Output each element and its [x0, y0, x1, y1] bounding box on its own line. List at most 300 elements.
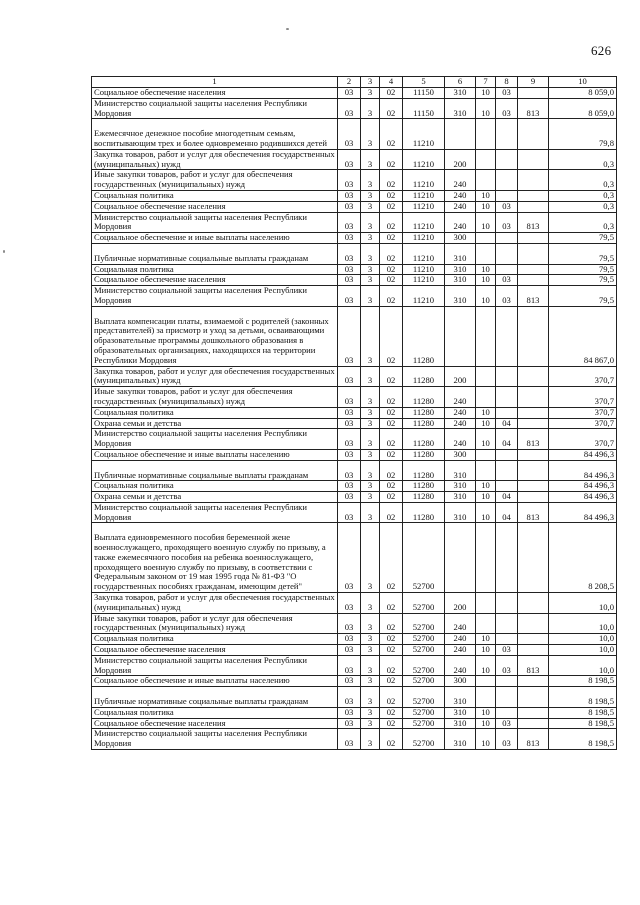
code-direction: 52700	[403, 523, 445, 593]
code-subchapter: 03	[496, 88, 518, 99]
code-ministry: 813	[518, 429, 549, 450]
code-chapter: 10	[476, 98, 496, 119]
code-ministry	[518, 593, 549, 614]
code-section: 03	[338, 429, 361, 450]
table-row	[92, 233, 617, 244]
code-ministry	[518, 718, 549, 729]
code-subprogram: 02	[380, 366, 403, 387]
code-subchapter	[496, 387, 518, 408]
row-amount: 8 198,5	[549, 718, 617, 729]
code-subprogram: 02	[380, 449, 403, 460]
column-header: 1	[92, 77, 338, 88]
row-amount: 8 059,0	[549, 88, 617, 99]
row-amount: 10,0	[549, 613, 617, 634]
code-subprogram: 02	[380, 88, 403, 99]
code-section: 03	[338, 264, 361, 275]
code-subprogram: 02	[380, 149, 403, 170]
row-amount: 79,5	[549, 264, 617, 275]
code-subprogram: 02	[380, 593, 403, 614]
code-subchapter	[496, 233, 518, 244]
code-subprogram: 02	[380, 718, 403, 729]
code-section: 03	[338, 233, 361, 244]
code-direction: 11210	[403, 170, 445, 191]
code-section: 03	[338, 387, 361, 408]
code-ministry	[518, 306, 549, 366]
table-row	[92, 243, 617, 264]
table-row	[92, 366, 617, 387]
row-name: Выплата единовременного пособия беременной жене военнослужащего, проходящего военную службу по призыву, а также ежемесячного пособия на ребенка военнослужащего, проходящего военную службу по призыву, в соответствии с Федеральным законом от 19 мая 1995 года № 81-ФЗ "О государственных пособиях гражданам, имеющим детей"	[92, 523, 338, 593]
code-subprogram: 02	[380, 429, 403, 450]
code-program: 3	[361, 655, 380, 676]
table-row	[92, 460, 617, 481]
code-program: 3	[361, 212, 380, 233]
row-name: Социальное обеспечение населения	[92, 275, 338, 286]
code-subprogram: 02	[380, 676, 403, 687]
code-expense-type: 310	[445, 275, 476, 286]
code-expense-type: 300	[445, 233, 476, 244]
code-program: 3	[361, 460, 380, 481]
code-subprogram: 02	[380, 729, 403, 750]
code-ministry: 813	[518, 729, 549, 750]
code-section: 03	[338, 243, 361, 264]
row-amount: 370,7	[549, 418, 617, 429]
code-chapter: 10	[476, 88, 496, 99]
code-subchapter	[496, 687, 518, 708]
code-program: 3	[361, 201, 380, 212]
code-direction: 52700	[403, 655, 445, 676]
code-subchapter: 03	[496, 718, 518, 729]
code-program: 3	[361, 634, 380, 645]
code-subchapter	[496, 306, 518, 366]
code-subchapter	[496, 449, 518, 460]
code-chapter: 10	[476, 275, 496, 286]
code-direction: 11280	[403, 366, 445, 387]
row-name: Охрана семьи и детства	[92, 492, 338, 503]
row-name: Социальная политика	[92, 634, 338, 645]
code-chapter: 10	[476, 655, 496, 676]
code-chapter: 10	[476, 645, 496, 656]
code-subchapter	[496, 676, 518, 687]
table-row	[92, 149, 617, 170]
code-program: 3	[361, 233, 380, 244]
code-expense-type: 200	[445, 366, 476, 387]
code-direction: 11210	[403, 201, 445, 212]
code-subprogram: 02	[380, 233, 403, 244]
code-chapter: 10	[476, 201, 496, 212]
code-subchapter: 04	[496, 429, 518, 450]
row-amount: 10,0	[549, 634, 617, 645]
code-subchapter	[496, 523, 518, 593]
code-subchapter	[496, 243, 518, 264]
row-name: Министерство социальной защиты населения Республики Мордовия	[92, 212, 338, 233]
code-direction: 52700	[403, 634, 445, 645]
code-ministry	[518, 634, 549, 645]
row-name: Социальное обеспечение и иные выплаты населению	[92, 449, 338, 460]
code-subprogram: 02	[380, 170, 403, 191]
code-subchapter	[496, 190, 518, 201]
code-ministry	[518, 88, 549, 99]
code-ministry	[518, 387, 549, 408]
scan-speck	[3, 250, 5, 253]
table-row	[92, 119, 617, 149]
code-subprogram: 02	[380, 387, 403, 408]
code-direction: 11210	[403, 212, 445, 233]
code-ministry	[518, 449, 549, 460]
code-ministry	[518, 676, 549, 687]
row-name: Социальное обеспечение населения	[92, 718, 338, 729]
code-chapter	[476, 243, 496, 264]
code-subprogram: 02	[380, 190, 403, 201]
code-section: 03	[338, 366, 361, 387]
code-subchapter: 04	[496, 492, 518, 503]
code-section: 03	[338, 492, 361, 503]
code-subchapter	[496, 707, 518, 718]
code-section: 03	[338, 502, 361, 523]
code-subprogram: 02	[380, 707, 403, 718]
code-chapter: 10	[476, 707, 496, 718]
code-program: 3	[361, 119, 380, 149]
code-ministry	[518, 264, 549, 275]
code-program: 3	[361, 729, 380, 750]
code-subprogram: 02	[380, 98, 403, 119]
code-ministry: 813	[518, 502, 549, 523]
table-row	[92, 481, 617, 492]
code-direction: 11150	[403, 98, 445, 119]
code-section: 03	[338, 729, 361, 750]
code-expense-type: 240	[445, 418, 476, 429]
column-header: 9	[518, 77, 549, 88]
code-chapter: 10	[476, 407, 496, 418]
row-amount: 0,3	[549, 149, 617, 170]
code-subchapter	[496, 366, 518, 387]
code-subchapter: 03	[496, 655, 518, 676]
code-subchapter	[496, 149, 518, 170]
code-subprogram: 02	[380, 613, 403, 634]
code-ministry	[518, 407, 549, 418]
code-ministry	[518, 149, 549, 170]
code-subprogram: 02	[380, 275, 403, 286]
code-ministry: 813	[518, 286, 549, 307]
code-section: 03	[338, 286, 361, 307]
code-direction: 11210	[403, 275, 445, 286]
code-section: 03	[338, 634, 361, 645]
code-chapter	[476, 119, 496, 149]
table-row	[92, 718, 617, 729]
table-row	[92, 264, 617, 275]
code-direction: 11280	[403, 449, 445, 460]
code-subchapter: 03	[496, 286, 518, 307]
row-amount: 8 198,5	[549, 729, 617, 750]
code-expense-type	[445, 119, 476, 149]
row-name: Министерство социальной защиты населения Республики Мордовия	[92, 502, 338, 523]
code-section: 03	[338, 119, 361, 149]
row-amount: 370,7	[549, 407, 617, 418]
code-direction: 52700	[403, 729, 445, 750]
code-chapter	[476, 687, 496, 708]
code-expense-type: 310	[445, 729, 476, 750]
row-name: Социальная политика	[92, 264, 338, 275]
row-name: Министерство социальной защиты населения Республики Мордовия	[92, 286, 338, 307]
code-chapter	[476, 170, 496, 191]
row-amount: 8 059,0	[549, 98, 617, 119]
code-subprogram: 02	[380, 655, 403, 676]
code-expense-type	[445, 306, 476, 366]
code-program: 3	[361, 286, 380, 307]
code-program: 3	[361, 593, 380, 614]
row-name: Публичные нормативные социальные выплаты гражданам	[92, 243, 338, 264]
table-row	[92, 201, 617, 212]
row-name: Закупка товаров, работ и услуг для обеспечения государственных (муниципальных) нужд	[92, 366, 338, 387]
row-amount: 8 198,5	[549, 707, 617, 718]
code-ministry	[518, 460, 549, 481]
code-direction: 52700	[403, 645, 445, 656]
code-direction: 11280	[403, 407, 445, 418]
code-chapter	[476, 593, 496, 614]
code-chapter: 10	[476, 729, 496, 750]
row-amount: 84 496,3	[549, 492, 617, 503]
code-ministry: 813	[518, 655, 549, 676]
row-name: Иные закупки товаров, работ и услуг для обеспечения государственных (муниципальных) нужд	[92, 170, 338, 191]
code-expense-type: 240	[445, 387, 476, 408]
code-subprogram: 02	[380, 264, 403, 275]
code-chapter: 10	[476, 418, 496, 429]
row-amount: 84 496,3	[549, 449, 617, 460]
table-row	[92, 275, 617, 286]
code-chapter: 10	[476, 212, 496, 233]
code-subchapter	[496, 460, 518, 481]
code-direction: 11280	[403, 481, 445, 492]
column-header: 10	[549, 77, 617, 88]
row-name: Социальное обеспечение и иные выплаты населению	[92, 233, 338, 244]
code-section: 03	[338, 170, 361, 191]
code-subchapter	[496, 407, 518, 418]
code-ministry	[518, 492, 549, 503]
code-ministry	[518, 119, 549, 149]
row-amount: 0,3	[549, 201, 617, 212]
code-expense-type: 240	[445, 613, 476, 634]
code-expense-type: 240	[445, 170, 476, 191]
code-subchapter	[496, 613, 518, 634]
code-program: 3	[361, 449, 380, 460]
column-header: 8	[496, 77, 518, 88]
code-chapter: 10	[476, 190, 496, 201]
code-subchapter	[496, 481, 518, 492]
code-subprogram: 02	[380, 687, 403, 708]
code-section: 03	[338, 593, 361, 614]
code-expense-type: 310	[445, 492, 476, 503]
code-subprogram: 02	[380, 634, 403, 645]
row-name: Социальная политика	[92, 707, 338, 718]
code-ministry	[518, 523, 549, 593]
code-expense-type: 310	[445, 481, 476, 492]
table-row	[92, 645, 617, 656]
code-expense-type: 240	[445, 645, 476, 656]
code-subprogram: 02	[380, 212, 403, 233]
code-subprogram: 02	[380, 407, 403, 418]
table-row	[92, 429, 617, 450]
code-expense-type: 310	[445, 687, 476, 708]
row-name: Охрана семьи и детства	[92, 418, 338, 429]
code-direction: 11280	[403, 306, 445, 366]
row-amount: 79,5	[549, 275, 617, 286]
code-expense-type: 240	[445, 201, 476, 212]
row-name: Министерство социальной защиты населения Республики Мордовия	[92, 729, 338, 750]
code-section: 03	[338, 449, 361, 460]
row-name: Ежемесячное денежное пособие многодетным семьям, воспитывающим трех и более одновременно родившихся детей	[92, 119, 338, 149]
table-row	[92, 418, 617, 429]
code-program: 3	[361, 306, 380, 366]
code-expense-type	[445, 523, 476, 593]
code-direction: 52700	[403, 613, 445, 634]
row-name: Социальное обеспечение населения	[92, 88, 338, 99]
row-amount: 79,5	[549, 233, 617, 244]
code-section: 03	[338, 645, 361, 656]
code-expense-type: 240	[445, 407, 476, 418]
code-direction: 11150	[403, 88, 445, 99]
code-program: 3	[361, 170, 380, 191]
code-ministry: 813	[518, 212, 549, 233]
code-ministry	[518, 613, 549, 634]
row-amount: 0,3	[549, 190, 617, 201]
code-section: 03	[338, 613, 361, 634]
row-amount: 8 198,5	[549, 676, 617, 687]
code-program: 3	[361, 687, 380, 708]
code-ministry	[518, 481, 549, 492]
code-subchapter: 04	[496, 502, 518, 523]
code-program: 3	[361, 366, 380, 387]
code-direction: 11210	[403, 233, 445, 244]
row-name: Публичные нормативные социальные выплаты гражданам	[92, 460, 338, 481]
code-section: 03	[338, 190, 361, 201]
code-expense-type: 310	[445, 460, 476, 481]
code-section: 03	[338, 201, 361, 212]
code-chapter	[476, 460, 496, 481]
code-expense-type: 310	[445, 98, 476, 119]
row-amount: 84 496,3	[549, 481, 617, 492]
row-name: Социальная политика	[92, 481, 338, 492]
row-name: Закупка товаров, работ и услуг для обеспечения государственных (муниципальных) нужд	[92, 593, 338, 614]
code-ministry	[518, 201, 549, 212]
code-program: 3	[361, 707, 380, 718]
code-subprogram: 02	[380, 481, 403, 492]
code-program: 3	[361, 243, 380, 264]
code-direction: 11280	[403, 502, 445, 523]
code-program: 3	[361, 492, 380, 503]
code-subprogram: 02	[380, 286, 403, 307]
column-header: 7	[476, 77, 496, 88]
table-row	[92, 449, 617, 460]
column-header: 4	[380, 77, 403, 88]
code-chapter: 10	[476, 429, 496, 450]
row-name: Иные закупки товаров, работ и услуг для обеспечения государственных (муниципальных) нужд	[92, 613, 338, 634]
row-name: Публичные нормативные социальные выплаты гражданам	[92, 687, 338, 708]
code-expense-type: 240	[445, 655, 476, 676]
code-section: 03	[338, 687, 361, 708]
code-direction: 52700	[403, 676, 445, 687]
code-program: 3	[361, 407, 380, 418]
code-program: 3	[361, 613, 380, 634]
code-section: 03	[338, 275, 361, 286]
code-ministry	[518, 418, 549, 429]
code-program: 3	[361, 645, 380, 656]
code-expense-type: 310	[445, 88, 476, 99]
code-subchapter	[496, 170, 518, 191]
table-row	[92, 286, 617, 307]
table-row	[92, 523, 617, 593]
code-subchapter: 04	[496, 418, 518, 429]
code-chapter	[476, 523, 496, 593]
row-name: Социальная политика	[92, 407, 338, 418]
row-amount: 370,7	[549, 429, 617, 450]
code-ministry	[518, 707, 549, 718]
table-row	[92, 387, 617, 408]
column-header: 3	[361, 77, 380, 88]
code-chapter: 10	[476, 718, 496, 729]
code-expense-type: 310	[445, 243, 476, 264]
row-name: Социальное обеспечение населения	[92, 645, 338, 656]
code-ministry	[518, 243, 549, 264]
row-amount: 84 496,3	[549, 460, 617, 481]
code-subprogram: 02	[380, 119, 403, 149]
row-name: Министерство социальной защиты населения Республики Мордовия	[92, 429, 338, 450]
code-ministry	[518, 190, 549, 201]
row-name: Иные закупки товаров, работ и услуг для обеспечения государственных (муниципальных) нужд	[92, 387, 338, 408]
row-name: Социальное обеспечение населения	[92, 201, 338, 212]
code-section: 03	[338, 407, 361, 418]
code-ministry	[518, 687, 549, 708]
code-direction: 11210	[403, 119, 445, 149]
column-header: 5	[403, 77, 445, 88]
code-direction: 52700	[403, 593, 445, 614]
code-chapter: 10	[476, 481, 496, 492]
row-name: Выплата компенсации платы, взимаемой с родителей (законных представителей) за присмотр и уход за детьми, осваивающими образовательные программы дошкольного образования в образовательных организациях, находящихся на территории Республики Мордовия	[92, 306, 338, 366]
table-row	[92, 98, 617, 119]
code-expense-type: 310	[445, 718, 476, 729]
page-number: 626	[591, 43, 612, 58]
code-program: 3	[361, 275, 380, 286]
code-subchapter: 03	[496, 729, 518, 750]
code-direction: 11280	[403, 492, 445, 503]
code-direction: 11210	[403, 149, 445, 170]
code-direction: 52700	[403, 687, 445, 708]
code-subprogram: 02	[380, 502, 403, 523]
code-section: 03	[338, 212, 361, 233]
code-chapter: 10	[476, 492, 496, 503]
row-amount: 10,0	[549, 593, 617, 614]
row-name: Социальное обеспечение и иные выплаты населению	[92, 676, 338, 687]
code-ministry: 813	[518, 98, 549, 119]
row-amount: 79,5	[549, 243, 617, 264]
code-expense-type: 310	[445, 502, 476, 523]
code-expense-type: 200	[445, 149, 476, 170]
code-chapter	[476, 387, 496, 408]
code-subprogram: 02	[380, 523, 403, 593]
table-row	[92, 190, 617, 201]
table-row	[92, 687, 617, 708]
code-section: 03	[338, 98, 361, 119]
code-subchapter: 03	[496, 275, 518, 286]
row-amount: 79,8	[549, 119, 617, 149]
row-amount: 0,3	[549, 212, 617, 233]
table-row	[92, 655, 617, 676]
code-ministry	[518, 366, 549, 387]
row-amount: 8 198,5	[549, 687, 617, 708]
code-expense-type: 300	[445, 449, 476, 460]
code-section: 03	[338, 655, 361, 676]
code-subchapter: 03	[496, 201, 518, 212]
code-program: 3	[361, 149, 380, 170]
code-direction: 11210	[403, 264, 445, 275]
